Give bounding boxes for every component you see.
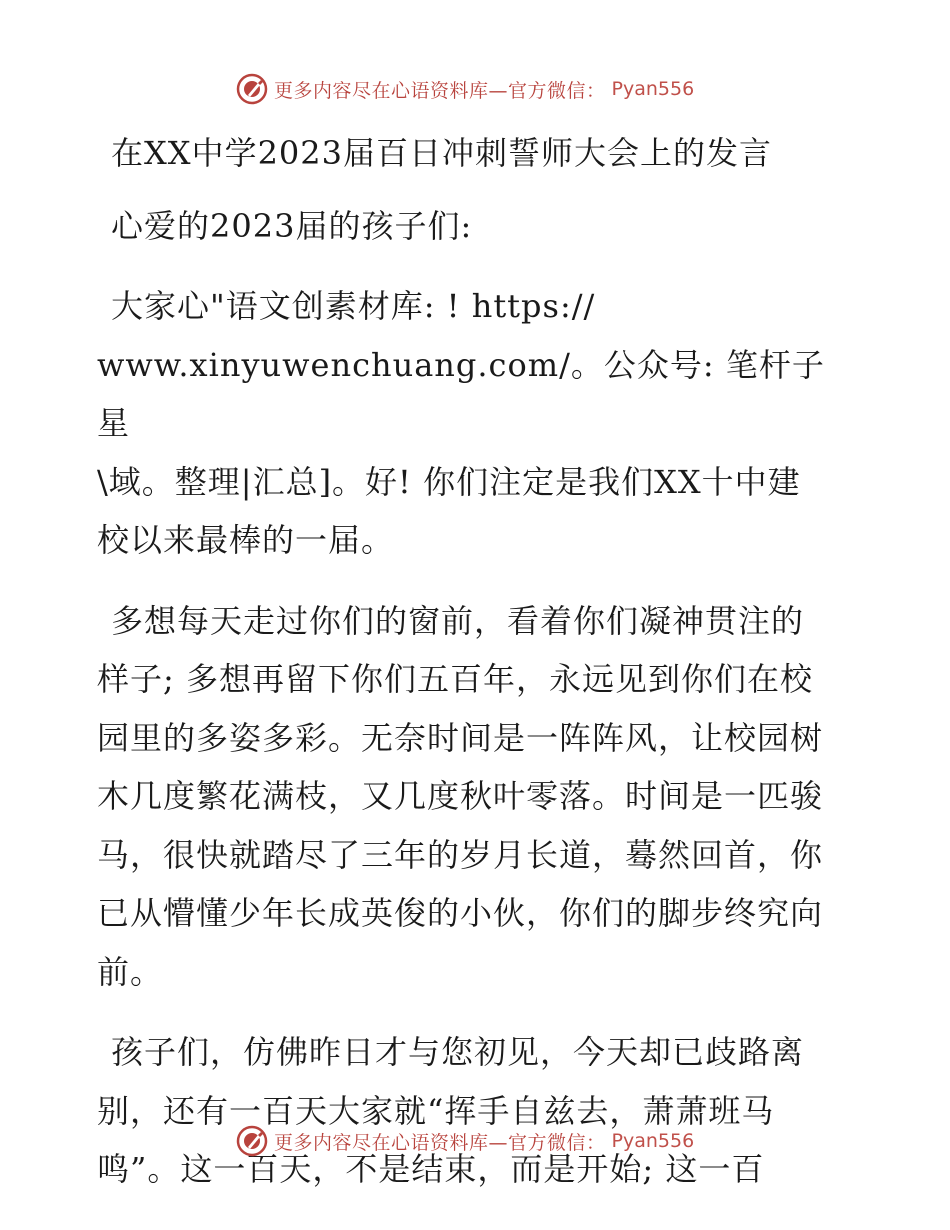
paragraph-line: 已从懵懂少年长成英俊的小伙，你们的脚步终究向 bbox=[97, 894, 824, 932]
paragraph-line: 前。 bbox=[97, 952, 164, 991]
watermark-wechat-id: Pyan556 bbox=[611, 78, 695, 100]
paragraph-line: 校以来最棒的一届。 bbox=[97, 521, 395, 559]
paragraph-3 bbox=[97, 1023, 857, 1199]
document-title: 在XX中学2023届百日冲刺誓师大会上的发言 bbox=[111, 134, 773, 172]
paragraph-line: 样子; 多想再留下你们五百年，永远见到你们在校 bbox=[97, 660, 813, 698]
watermark-text: 更多内容尽在心语资料库—官方微信： bbox=[274, 79, 606, 102]
paragraph-line: 孩子们，仿佛昨日才与您初见，今天却已歧路离 bbox=[111, 1033, 805, 1071]
paragraph-line: 马，很快就踏尽了三年的岁月长道，蓦然回首，你 bbox=[97, 835, 824, 874]
paragraph-line: 大家心"语文创素材库: ! https:// bbox=[111, 287, 596, 325]
paragraph-line: www.xinyuwenchuang.com/。公众号: 笔杆子星 bbox=[97, 345, 825, 442]
paragraph-2 bbox=[97, 592, 857, 1002]
logo-icon bbox=[236, 73, 268, 105]
watermark-text: 更多内容尽在心语资料库—官方微信： bbox=[274, 1131, 606, 1154]
greeting: 心爱的2023届的孩子们: bbox=[111, 206, 473, 245]
paragraph-line: 多想每天走过你们的窗前，看着你们凝神贯注的 bbox=[111, 601, 805, 640]
paragraph-line: \域。整理|汇总]。好! 你们注定是我们XX十中建 bbox=[97, 462, 801, 501]
watermark-header bbox=[236, 72, 694, 106]
paragraph-1 bbox=[97, 277, 857, 570]
paragraph-line: 木几度繁花满枝，又几度秋叶零落。时间是一匹骏 bbox=[97, 777, 824, 815]
watermark-footer bbox=[236, 1124, 694, 1158]
paragraph-line: 鸣”。这一百天，不是结束，而是开始; 这一百 bbox=[97, 1150, 765, 1188]
logo-icon bbox=[236, 1125, 268, 1157]
document-body bbox=[97, 124, 857, 1221]
watermark-wechat-id: Pyan556 bbox=[611, 1130, 695, 1152]
paragraph-line: 别，还有一百天大家就“挥手自兹去，萧萧班马 bbox=[97, 1091, 775, 1130]
paragraph-line: 园里的多姿多彩。无奈时间是一阵阵风，让校园树 bbox=[97, 718, 824, 757]
